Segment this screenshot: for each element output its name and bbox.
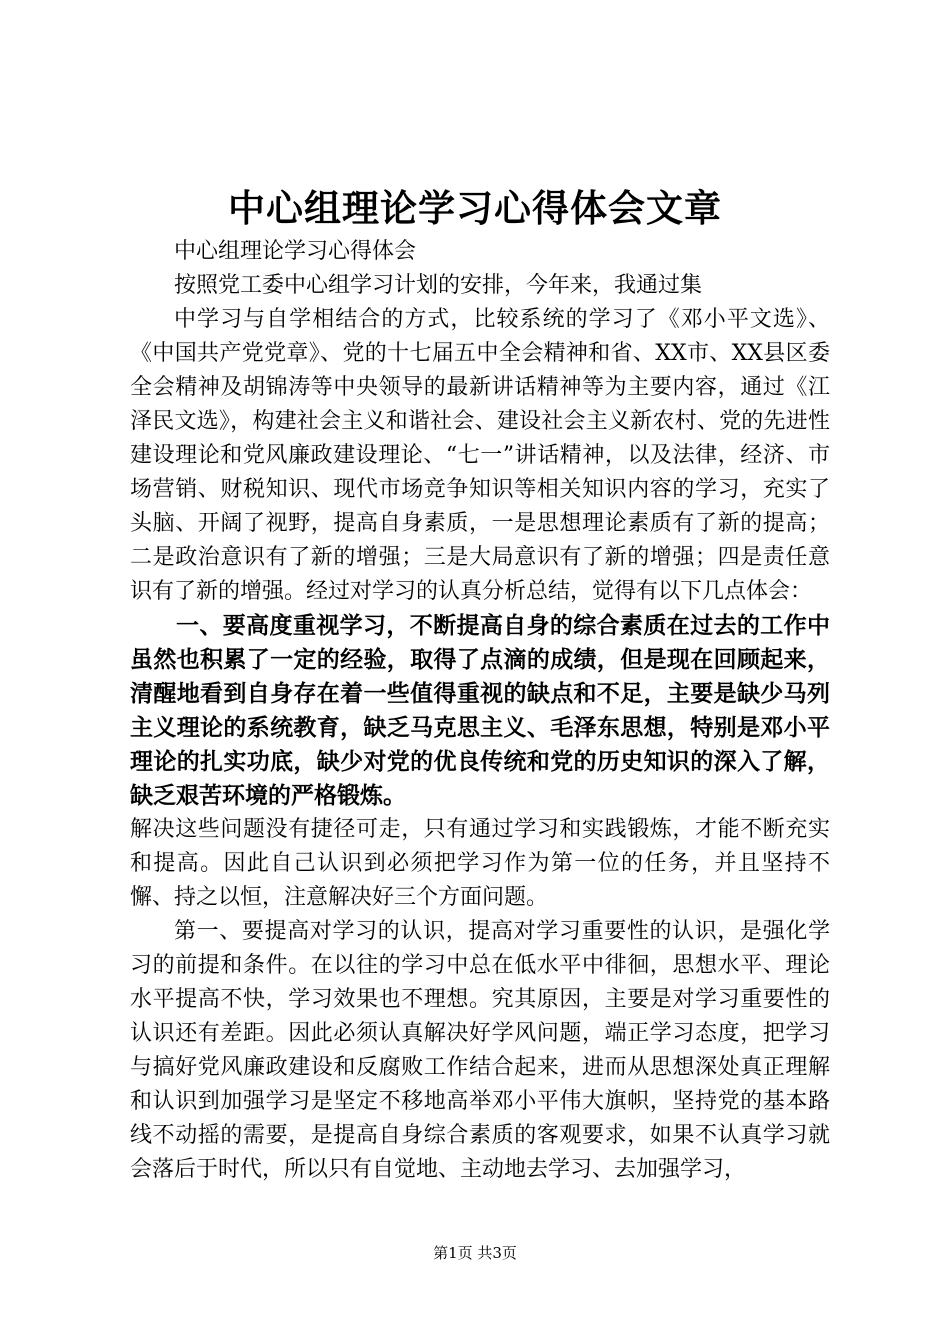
paragraph-section-one: 一、要高度重视学习，不断提高自身的综合素质在过去的工作中虽然也积累了一定的经验，取得了点滴的成绩，但是现在回顾起来，清醒地看到自身存在着一些值得重视的缺点和不足，主要是缺少马列主义理论的系统教育，缺乏马克思主义、毛泽东思想，特别是邓小平理论的扎实功底，缺少对党的优良传统和党的历史知识的深入了解，缺乏艰苦环境的严格锻炼。 xyxy=(130,613,830,809)
paragraph-point-one: 第一、要提高对学习的认识，提高对学习重要性的认识，是强化学习的前提和条件。在以往的学习中总在低水平中徘徊，思想水平、理论水平提高不快，学习效果也不理想。究其原因，主要是对学习重要性的认识还有差距。因此必须认真解决好学风问题，端正学习态度，把学习与搞好党风廉政建设和反腐败工作结合起来，进而从思想深处真正理解和认识到加强学习是坚定不移地高举邓小平伟大旗帜，坚持党的基本路线不动摇的需要，是提高自身综合素质的客观要求，如果不认真学习就会落后于时代，所以只有自觉地、主动地去学习、去加强学习， xyxy=(130,919,830,1182)
document-title: 中心组理论学习心得体会文章 xyxy=(228,186,722,230)
page-number-footer: 第1页 共3页 xyxy=(433,1244,517,1262)
paragraph-solution: 解决这些问题没有捷径可走，只有通过学习和实践锻炼，才能不断充实和提高。因此自己认识到必须把学习作为第一位的任务，并且坚持不懈、持之以恒，注意解决好三个方面问题。 xyxy=(130,817,830,910)
paragraph-subtitle: 中心组理论学习心得体会 xyxy=(174,239,417,264)
document-body xyxy=(130,235,830,1187)
paragraph-intro-body: 中学习与自学相结合的方式，比较系统的学习了《邓小平文选》、《中国共产党党章》、党的十七届五中全会精神和省、XX市、XX县区委全会精神及胡锦涛等中央领导的最新讲话精神等为主要内容，通过《江泽民文选》，构建社会主义和谐社会、建设社会主义新农村、党的先进性建设理论和党风廉政建设理论、“七一”讲话精神，以及法律，经济、市场营销、财税知识、现代市场竞争知识等相关知识内容的学习，充实了头脑、开阔了视野，提高自身素质，一是思想理论素质有了新的提高；二是政治意识有了新的增强；三是大局意识有了新的增强；四是责任意识有了新的增强。经过对学习的认真分析总结，觉得有以下几点体会： xyxy=(130,307,830,604)
paragraph-intro-line: 按照党工委中心组学习计划的安排，今年来，我通过集 xyxy=(174,273,703,298)
